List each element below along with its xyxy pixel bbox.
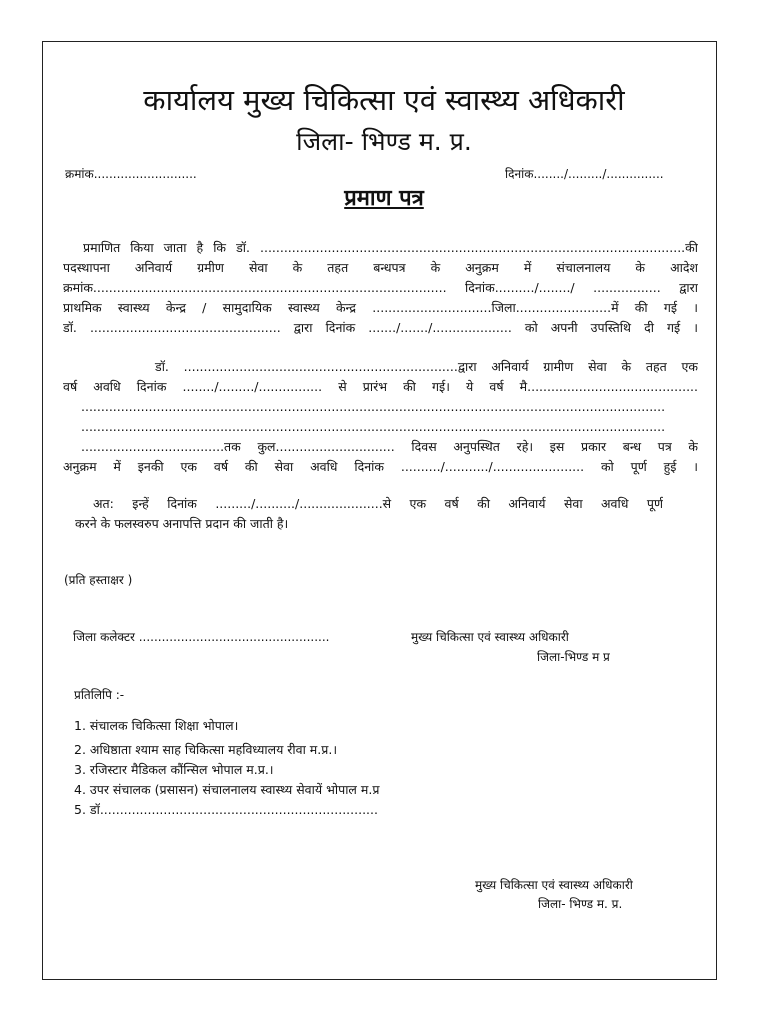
footer-signature-title: मुख्य चिकित्सा एवं स्वास्थ्य अधिकारी — [475, 878, 633, 892]
district-heading: जिला- भिण्ड म. प्र. — [296, 127, 472, 156]
list-item: 1. संचालक चिकित्सा शिक्षा भोपाल। — [74, 718, 239, 733]
list-item: 2. अधिष्ठाता श्याम साह चिकित्सा महविध्यालय रीवा म.प्र.। — [74, 742, 338, 757]
list-item: 3. रजिस्टार मैडिकल कौंन्सिल भोपाल म.प्र.। — [74, 762, 274, 777]
footer-signature-district: जिला- भिण्ड म. प्र. — [538, 897, 623, 911]
copy-recipient-list — [74, 716, 379, 820]
paragraph-line: क्रमांक......................................................................................... दिनांक........../......../ ................. द्वारा — [63, 280, 698, 295]
paragraph-noc — [63, 494, 663, 534]
officer-signature-district: जिला-भिण्ड म प्र — [537, 650, 610, 664]
paragraph-certification — [63, 238, 698, 338]
paragraph-line: करने के फलस्वरुप अनापत्ति प्रदान की जाती है। — [75, 516, 289, 531]
certificate-title: प्रमाण पत्र — [344, 186, 424, 211]
paragraph-line: अनुक्रम में इनकी एक वर्ष की सेवा अवधि दिनांक ........../.........../....................... को पूर्ण हुई । — [63, 459, 698, 474]
date-field: दिनांक......../........./............... — [505, 167, 664, 181]
paragraph-line: डॉ. ................................................ द्वारा दिनांक ......./......./.................... को अपनी उपस्तिथि दी गई । — [63, 320, 698, 335]
list-item: 4. उपर संचालक (प्रसासन) संचालनालय स्वास्थ्य सेवायें भोपाल म.प्र — [74, 782, 380, 797]
paragraph-line: ................................................................................................................................................... — [81, 419, 666, 434]
paragraph-line: प्राथमिक स्वास्थ्य केन्द्र / सामुदायिक स्वास्थ्य केन्द्र ..............................जिला........................में की गई । — [63, 300, 698, 315]
officer-signature-title: मुख्य चिकित्सा एवं स्वास्थ्य अधिकारी — [411, 630, 569, 644]
paragraph-line: डॉ. .....................................................................द्वारा अनिवार्य ग्रामीण सेवा के तहत एक — [155, 359, 698, 374]
collector-signature-line: जिला कलेक्टर .................................................. — [73, 630, 330, 644]
countersign-label: (प्रति हस्ताक्षर ) — [64, 573, 133, 587]
paragraph-line: पदस्थापना अनिवार्य ग्रमीण सेवा के तहत बन्धपत्र के अनुक्रम में संचालनालय के आदेश — [63, 260, 698, 275]
paragraph-line: वर्ष अवधि दिनांक ......../........./................ से प्रारंभ की गई। ये वर्ष मै........................................... — [63, 379, 698, 394]
reference-number-field: क्रमांक........................... — [65, 167, 197, 181]
paragraph-line: ....................................तक कुल.............................. दिवस अनुपस्थित रहे। इस प्रकार बन्ध पत्र के — [81, 439, 698, 454]
paragraph-service-period — [63, 357, 698, 477]
paragraph-line: अत: इन्हें दिनांक ........./........../.....................से एक वर्ष की अनिवार्य सेवा अवधि पूर्ण — [93, 496, 663, 511]
copy-to-label: प्रतिलिपि :- — [74, 688, 125, 702]
paragraph-line: ................................................................................................................................................... — [81, 399, 666, 414]
list-item: 5. डॉ...................................................................... — [74, 802, 378, 817]
office-heading: कार्यालय मुख्य चिकित्सा एवं स्वास्थ्य अधिकारी — [143, 83, 625, 117]
paragraph-line: प्रमाणित किया जाता है कि डॉ. ...........................................................................................................की — [83, 240, 698, 255]
